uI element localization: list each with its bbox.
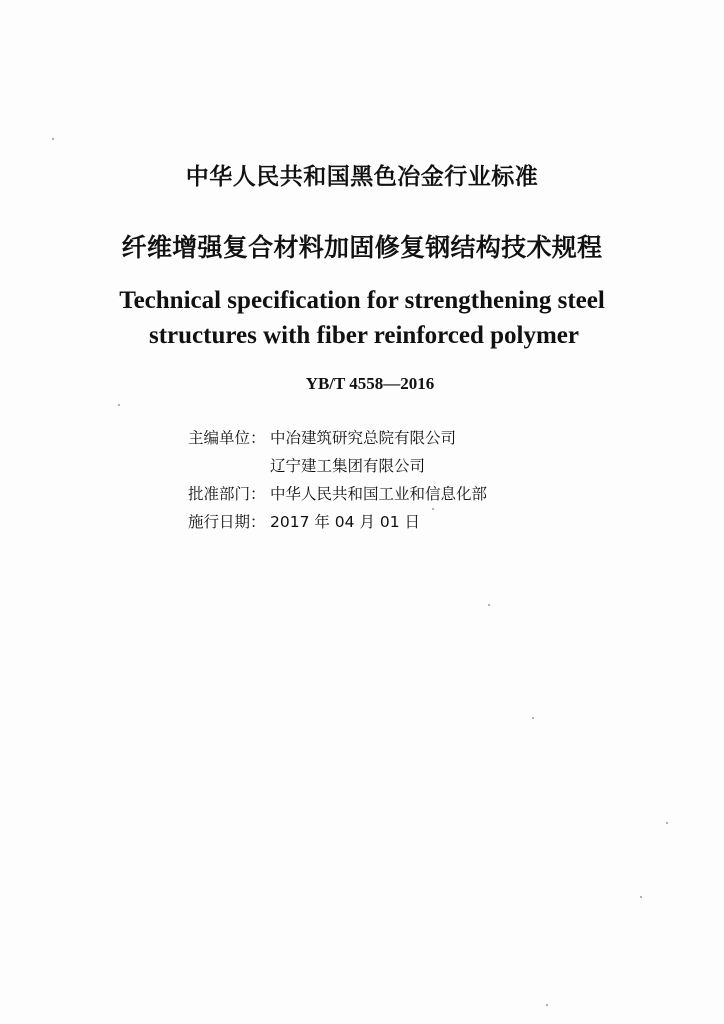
meta-value: 2017 年 04 月 01 日 bbox=[270, 513, 421, 531]
chinese-title: 纤维增强复合材料加固修复钢结构技术规程 bbox=[121, 233, 603, 262]
meta-row-effective-date bbox=[188, 508, 487, 536]
meta-row-chief-editor bbox=[188, 424, 487, 452]
scan-speck bbox=[52, 138, 54, 140]
meta-label: 批准部门： bbox=[188, 485, 266, 503]
meta-value: 中冶建筑研究总院有限公司 bbox=[270, 429, 457, 447]
meta-value: 中华人民共和国工业和信息化部 bbox=[270, 485, 488, 503]
scan-speck bbox=[666, 822, 668, 824]
meta-value: 辽宁建工集团有限公司 bbox=[270, 457, 426, 475]
document-metadata bbox=[188, 424, 487, 536]
scan-speck bbox=[546, 1004, 548, 1006]
english-title-line-2: structures with fiber reinforced polymer bbox=[148, 322, 580, 349]
meta-row-approving-dept bbox=[188, 480, 487, 508]
scan-speck bbox=[118, 404, 120, 406]
meta-label: 主编单位： bbox=[188, 429, 266, 447]
scan-speck bbox=[488, 604, 490, 606]
standard-organization: 中华人民共和国黑色冶金行业标准 bbox=[185, 164, 539, 190]
standard-code: YB/T 4558—2016 bbox=[305, 374, 435, 393]
meta-label: 施行日期： bbox=[188, 513, 266, 531]
scan-speck bbox=[532, 717, 534, 719]
meta-row-co-editor bbox=[188, 452, 487, 480]
scan-speck bbox=[640, 896, 642, 898]
english-title-line-1: Technical specification for strengthening steel bbox=[119, 287, 605, 314]
